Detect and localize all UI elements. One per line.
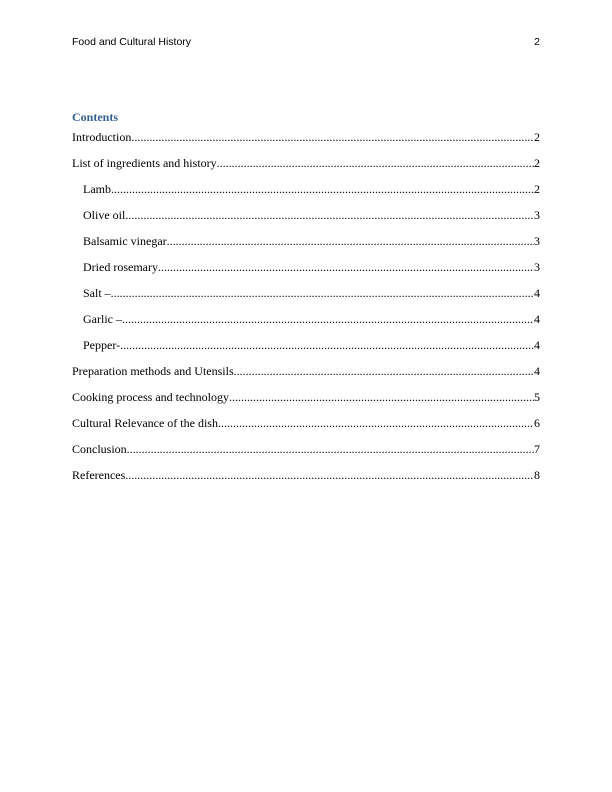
toc-entry-label: Introduction — [72, 130, 132, 144]
toc-entry-preparation-methods[interactable] — [72, 364, 540, 390]
toc-entry-label: Salt – — [83, 286, 111, 300]
toc-entry-label: References — [72, 468, 126, 482]
toc-entry-label: Lamb — [83, 182, 111, 196]
toc-entry-cultural-relevance[interactable] — [72, 416, 540, 442]
toc-entry-label: List of ingredients and history — [72, 156, 217, 170]
page-header — [72, 36, 540, 50]
toc-entry-references[interactable] — [72, 468, 540, 494]
toc-entry-dried-rosemary[interactable] — [72, 260, 540, 286]
toc-entry-conclusion[interactable] — [72, 442, 540, 468]
toc-entry-garlic[interactable] — [72, 312, 540, 338]
dot-leader — [158, 260, 534, 275]
toc-entry-page: 4 — [534, 286, 540, 300]
dot-leader — [167, 234, 534, 249]
toc-entry-pepper[interactable] — [72, 338, 540, 364]
running-head-title: Food and Cultural History — [72, 36, 192, 48]
toc-entry-page: 5 — [534, 390, 540, 404]
dot-leader — [229, 390, 534, 405]
toc-entry-label: Dried rosemary — [83, 260, 158, 274]
table-of-contents — [72, 130, 540, 494]
toc-entry-label: Preparation methods and Utensils — [72, 364, 234, 378]
toc-entry-label: Cultural Relevance of the dish — [72, 416, 218, 430]
dot-leader — [125, 468, 534, 483]
toc-entry-balsamic-vinegar[interactable] — [72, 234, 540, 260]
toc-entry-lamb[interactable] — [72, 182, 540, 208]
toc-entry-label: Garlic – — [83, 312, 122, 326]
toc-entry-page: 3 — [534, 208, 540, 222]
toc-entry-page: 8 — [534, 468, 540, 482]
dot-leader — [127, 442, 534, 457]
dot-leader — [234, 364, 534, 379]
toc-entry-page: 3 — [534, 234, 540, 248]
dot-leader — [218, 416, 534, 431]
dot-leader — [125, 208, 534, 223]
dot-leader — [120, 338, 534, 353]
dot-leader — [111, 182, 534, 197]
dot-leader — [217, 156, 534, 171]
toc-entry-page: 4 — [534, 364, 540, 378]
toc-entry-page: 4 — [534, 312, 540, 326]
toc-entry-label: Balsamic vinegar — [83, 234, 167, 248]
toc-entry-label: Olive oil — [83, 208, 126, 222]
toc-entry-label: Conclusion — [72, 442, 127, 456]
toc-entry-introduction[interactable] — [72, 130, 540, 156]
toc-entry-label: Pepper- — [83, 338, 121, 352]
toc-entry-page: 2 — [534, 156, 540, 170]
toc-entry-page: 3 — [534, 260, 540, 274]
toc-entry-cooking-process[interactable] — [72, 390, 540, 416]
toc-entry-page: 2 — [534, 182, 540, 196]
toc-entry-salt[interactable] — [72, 286, 540, 312]
toc-entry-page: 6 — [534, 416, 540, 430]
toc-entry-list-of-ingredients[interactable] — [72, 156, 540, 182]
toc-entry-page: 4 — [534, 338, 540, 352]
toc-entry-page: 7 — [534, 442, 540, 456]
dot-leader — [131, 130, 534, 145]
dot-leader — [122, 312, 534, 327]
toc-entry-page: 2 — [534, 130, 540, 144]
toc-entry-olive-oil[interactable] — [72, 208, 540, 234]
toc-entry-label: Cooking process and technology — [72, 390, 229, 404]
header-page-number: 2 — [534, 36, 540, 48]
dot-leader — [111, 286, 534, 301]
toc-heading: Contents — [72, 110, 119, 124]
